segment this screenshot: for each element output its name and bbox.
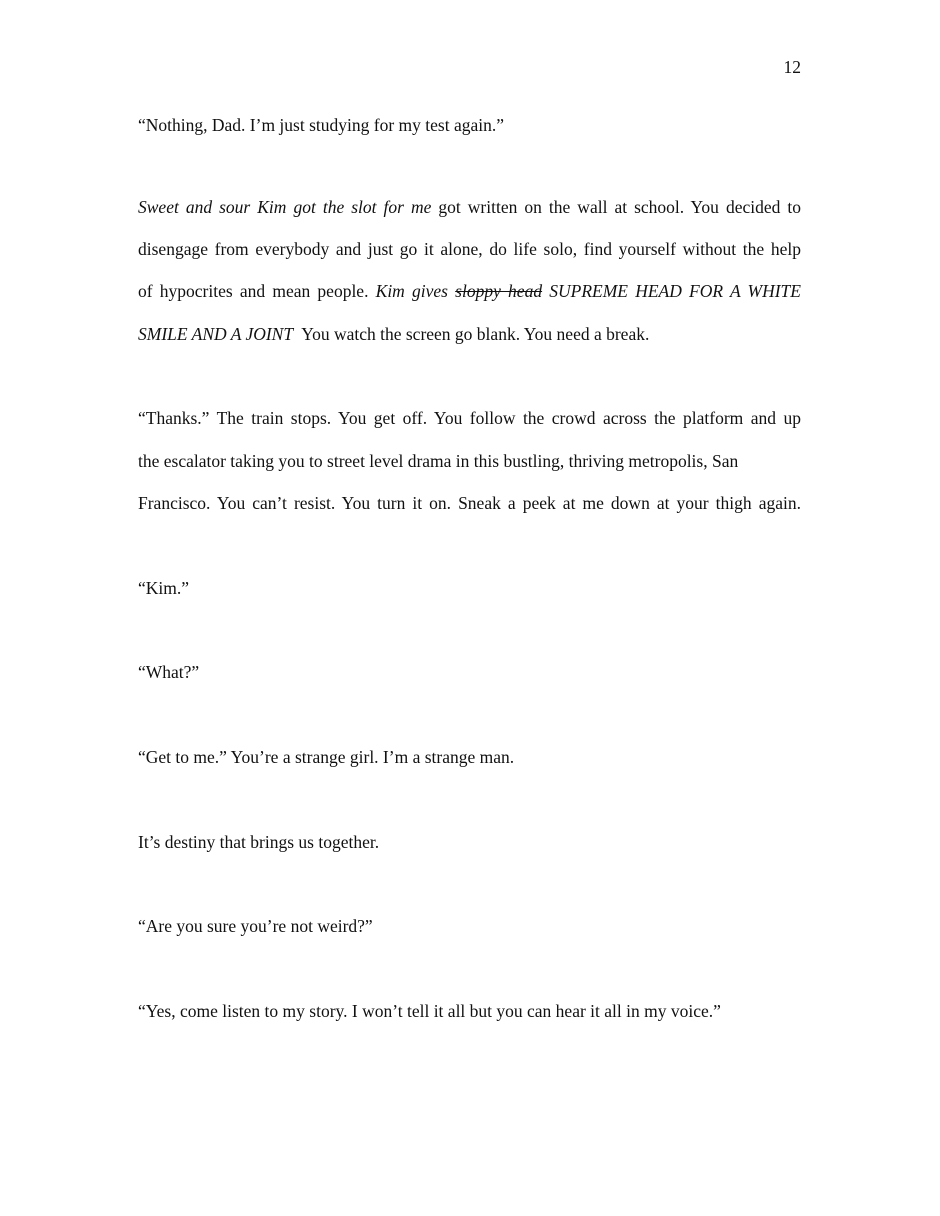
body-text: of hypocrites and mean people. <box>138 281 376 301</box>
paragraph-dialogue-weird: “Are you sure you’re not weird?” <box>138 916 373 936</box>
body-text: You watch the screen go blank. You need a break. <box>293 324 650 344</box>
paragraph-line: disengage from everybody and just go it alone, do life solo, find yourself without the help <box>138 239 801 259</box>
paragraph-dialogue-what: “What?” <box>138 662 200 682</box>
paragraph-line: “Thanks.” The train stops. You get off. You follow the crowd across the platform and up <box>138 408 801 428</box>
paragraph-dialogue-story: “Yes, come listen to my story. I won’t tell it all but you can hear it all in my voice.” <box>138 1001 721 1021</box>
paragraph-line: Francisco. You can’t resist. You turn it on. Sneak a peek at me down at your thigh again. <box>138 493 801 513</box>
paragraph-dialogue-nothing-dad: “Nothing, Dad. I’m just studying for my test again.” <box>138 115 504 135</box>
paragraph-dialogue-get-to-me: “Get to me.” You’re a strange girl. I’m a strange man. <box>138 747 515 767</box>
italic-text: Sweet and sour Kim got the slot for me <box>138 197 432 217</box>
paragraph-line <box>138 323 649 345</box>
paragraph-line <box>138 280 801 302</box>
italic-caps-text: SMILE AND A JOINT <box>138 324 294 344</box>
paragraph-destiny: It’s destiny that brings us together. <box>138 832 380 852</box>
page-number: 12 <box>783 57 801 77</box>
italic-text: Kim gives <box>375 281 456 301</box>
italic-caps-text: SUPREME HEAD FOR A WHITE <box>542 281 801 301</box>
paragraph-dialogue-kim: “Kim.” <box>138 578 190 598</box>
strikethrough-text: sloppy head <box>455 281 543 301</box>
body-text: got written on the wall at school. You decided to <box>431 197 801 217</box>
paragraph-line <box>138 196 801 218</box>
paragraph-line: the escalator taking you to street level drama in this bustling, thriving metropolis, San <box>138 451 739 471</box>
